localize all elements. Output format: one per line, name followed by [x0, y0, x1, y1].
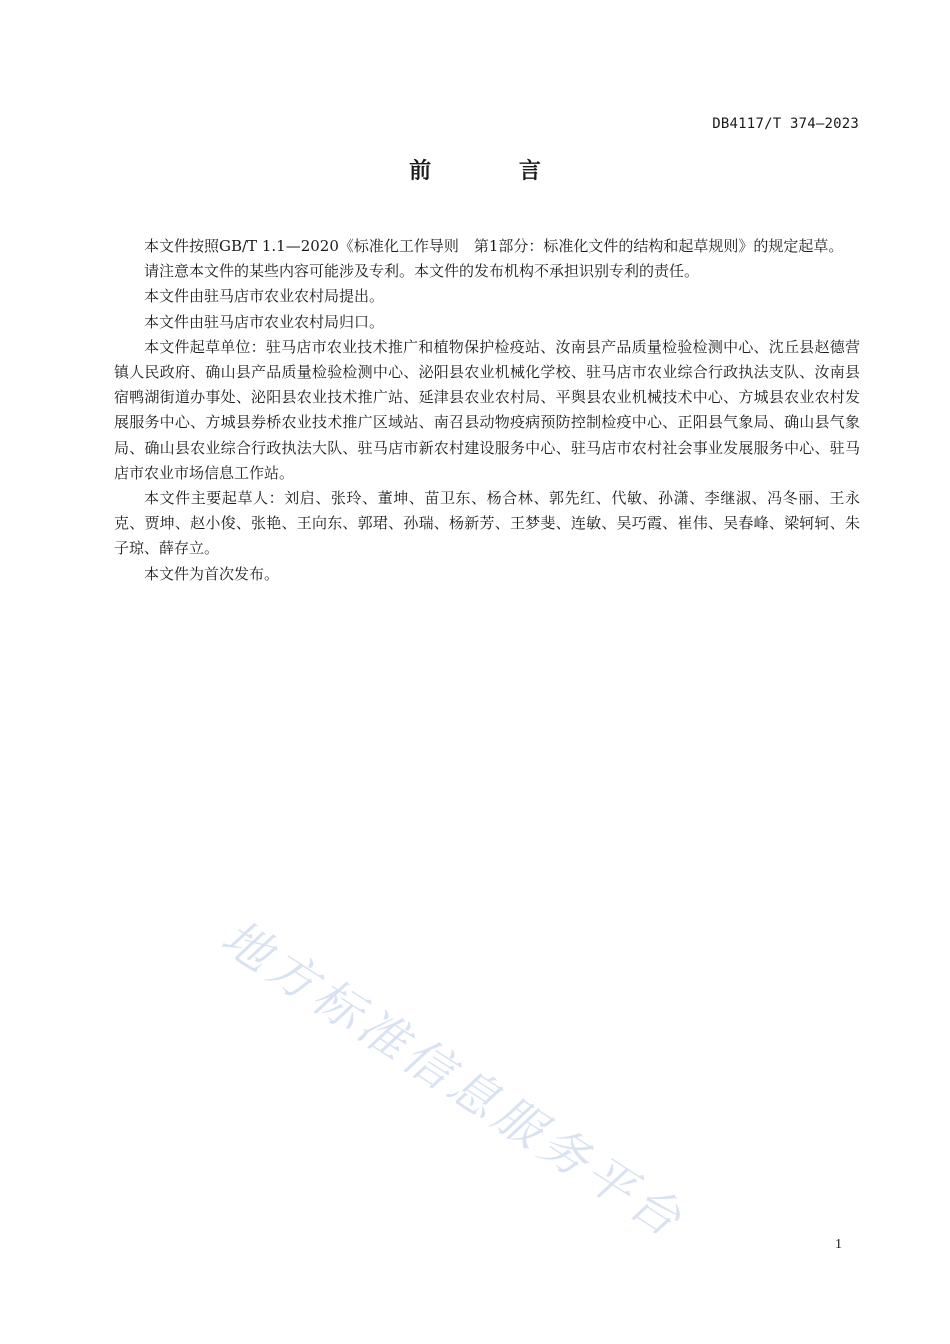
paragraph-patent-notice: 请注意本文件的某些内容可能涉及专利。本文件的发布机构不承担识别专利的责任。 [144, 262, 700, 281]
watermark-text: 地方标准信息服务平台 [211, 909, 695, 1251]
paragraph-managed-by: 本文件由驻马店市农业农村局归口。 [144, 312, 385, 331]
paragraph-first-release: 本文件为首次发布。 [144, 564, 280, 583]
document-code: DB4117/T 374—2023 [712, 116, 859, 132]
paragraph-main-drafters: 本文件主要起草人：刘启、张玲、董坤、苗卫东、杨合林、郭先红、代敏、孙潇、李继淑、冯冬丽、王永克、贾坤、赵小俊、张艳、王向东、郭珺、孙瑞、杨新芳、王梦斐、连敏、吴巧霞、崔伟、吴春峰、梁轲轲、朱子琼、薛存立。 [114, 489, 860, 558]
page-title: 前 言 [409, 159, 581, 184]
paragraph-drafting-units: 本文件起草单位：驻马店市农业技术推广和植物保护检疫站、汝南县产品质量检验检测中心、沈丘县赵德营镇人民政府、确山县产品质量检验检测中心、泌阳县农业机械化学校、驻马店市农业综合行政执法支队、汝南县宿鸭湖街道办事处、泌阳县农业技术推广站、延津县农业农村局、平舆县农业机械技术中心、方城县农业农村发展服务中心、方城县券桥农业技术推广区域站、南召县动物疫病预防控制检疫中心、正阳县气象局、确山县气象局、确山县农业综合行政执法大队、驻马店市新农村建设服务中心、驻马店市农村社会事业发展服务中心、驻马店市农业市场信息工作站。 [114, 337, 860, 482]
foreword-body [114, 234, 860, 587]
paragraph-drafting-rules: 本文件按照GB/T 1.1—2020《标准化工作导则 第1部分：标准化文件的结构和起草规则》的规定起草。 [144, 237, 844, 255]
page-number: 1 [835, 1237, 842, 1252]
paragraph-proposed-by: 本文件由驻马店市农业农村局提出。 [144, 287, 385, 306]
